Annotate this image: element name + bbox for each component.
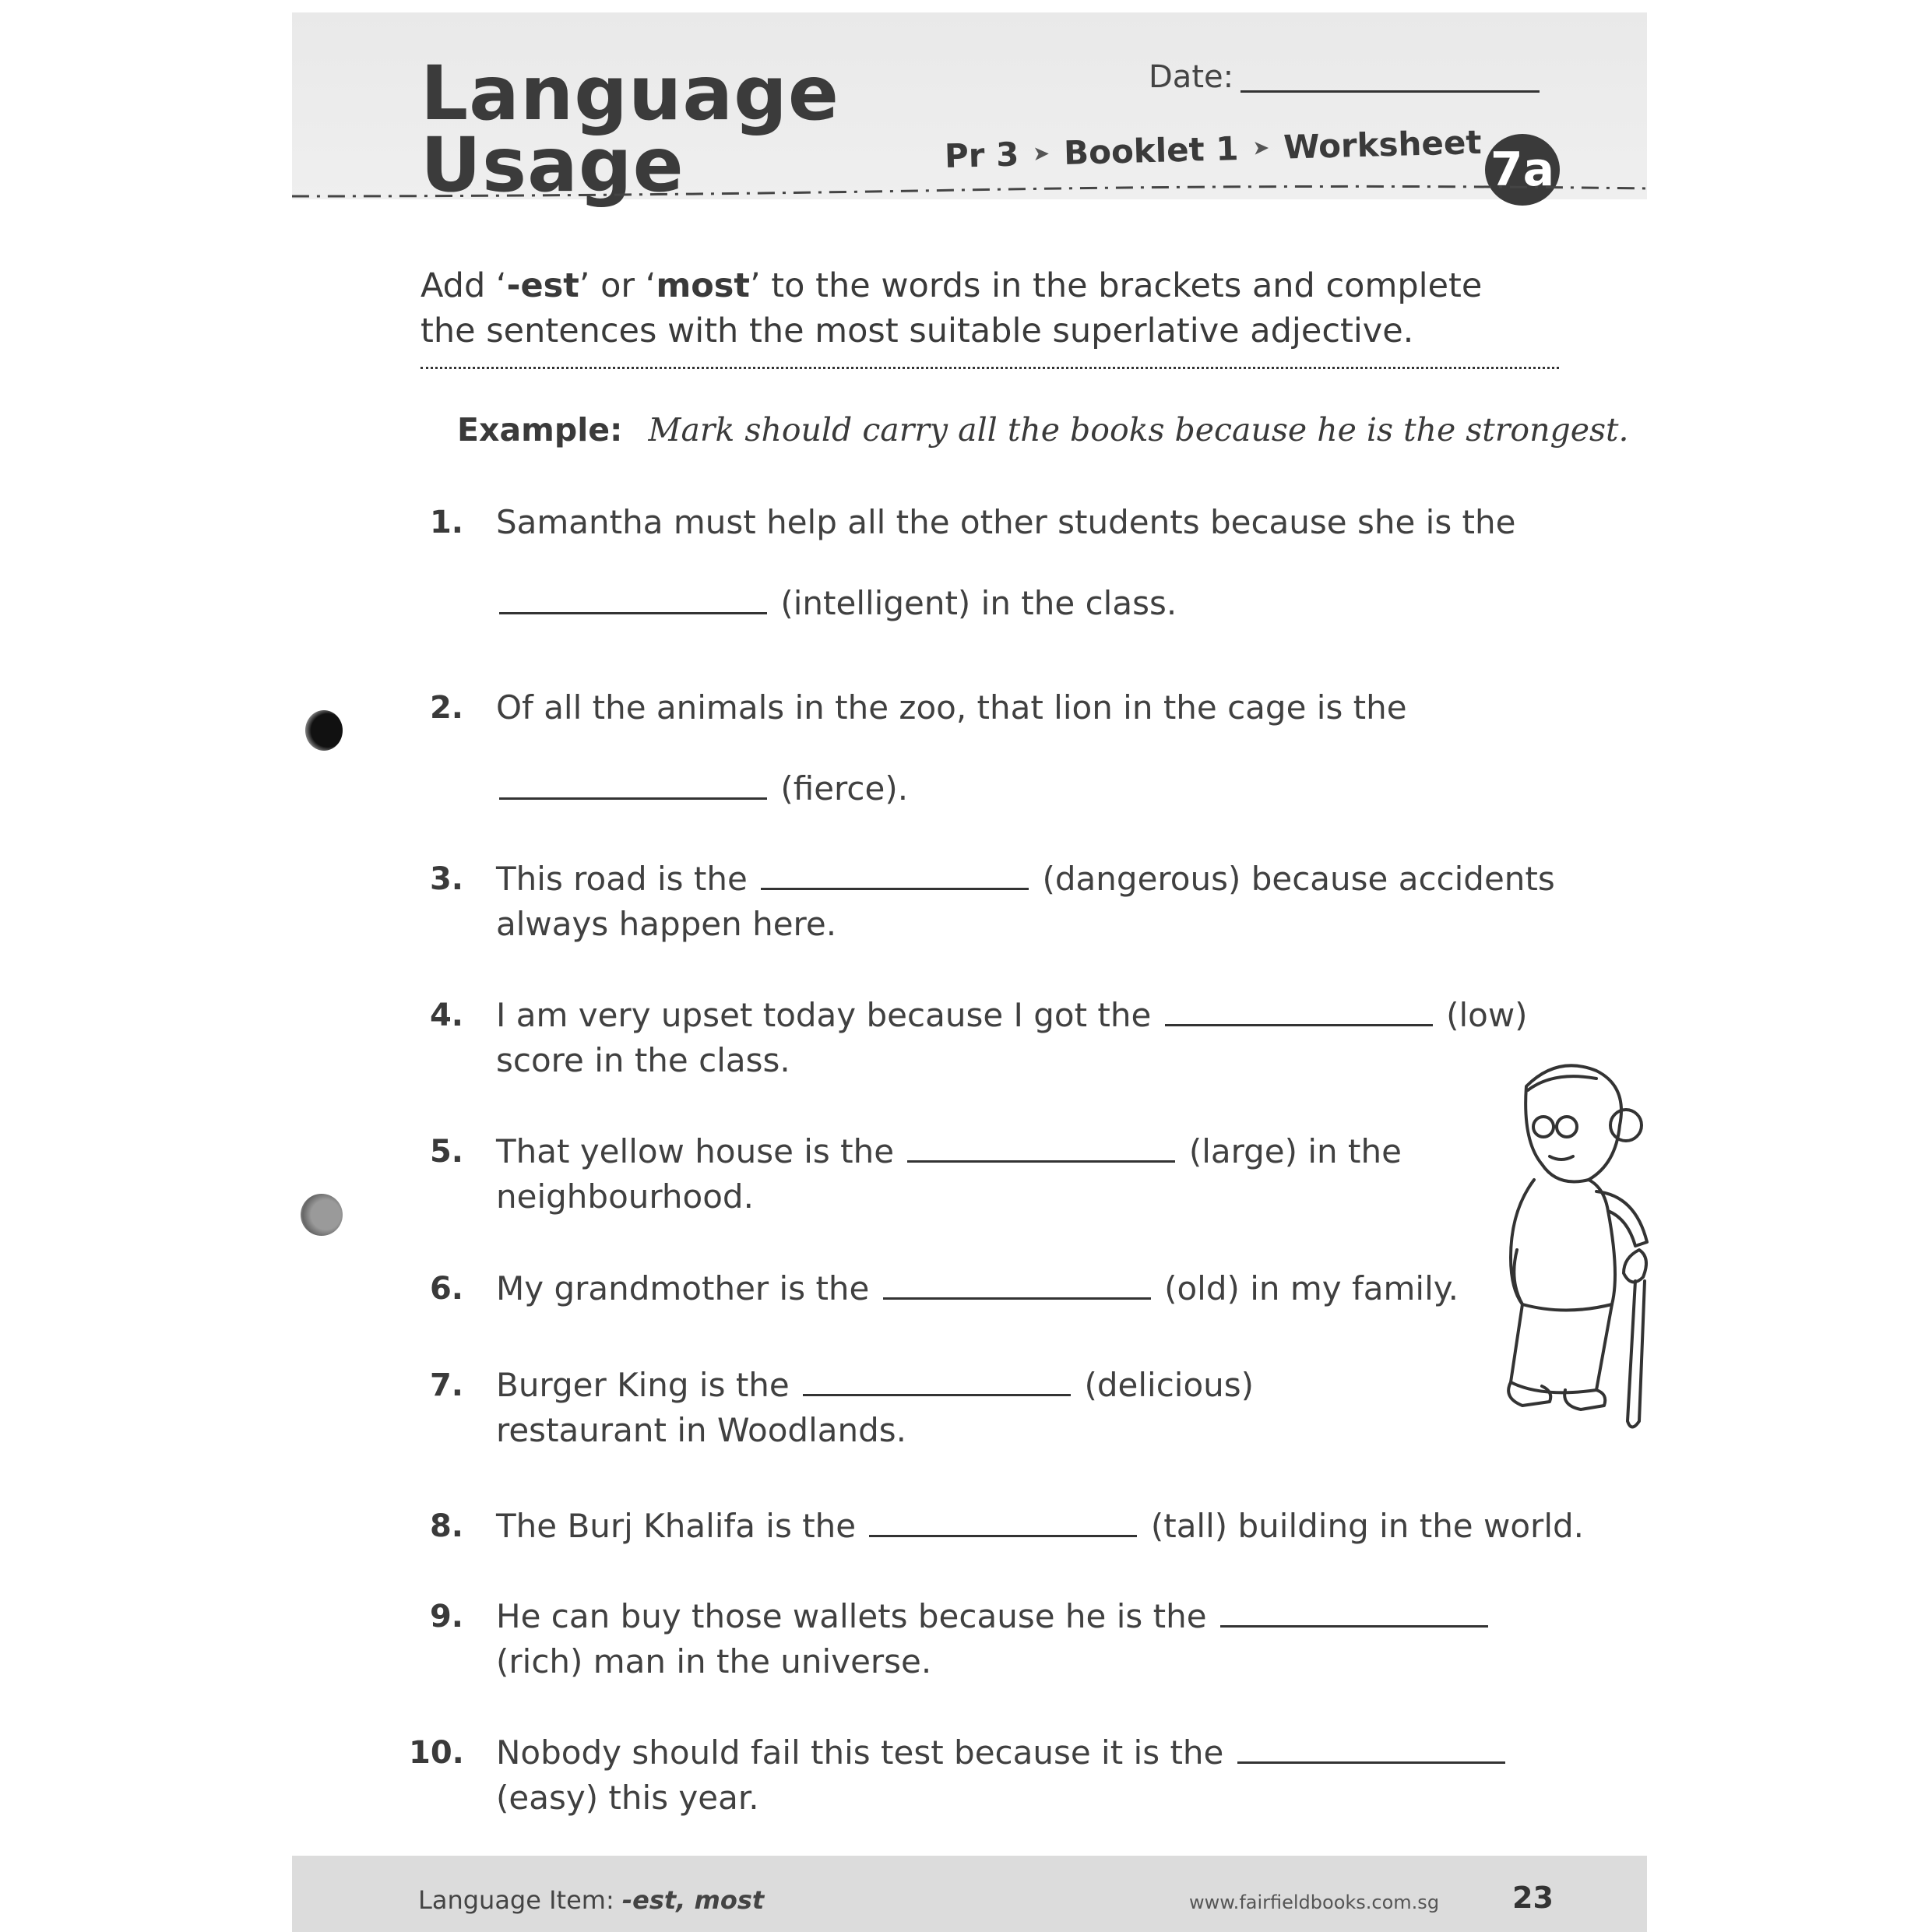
instructions-text-3: ’ to the words in the brackets and complete the sentences with the most suitable superlative adjective.: [421, 266, 1483, 350]
question-number: 3.: [429, 861, 463, 897]
language-item-label: Language Item:: [418, 1885, 614, 1915]
answer-blank[interactable]: [883, 1297, 1151, 1300]
page-number: 23: [1512, 1881, 1554, 1915]
question-1-text: Samantha must help all the other students because she is the: [496, 503, 1516, 541]
title-line-2: Usage: [421, 121, 684, 209]
example: [457, 411, 1629, 449]
question-number: 8.: [429, 1508, 463, 1544]
instructions: [421, 263, 1542, 354]
question-number: 2.: [429, 690, 463, 726]
pointer-arrow-icon: ➤: [1032, 141, 1050, 166]
question-number: 6.: [429, 1271, 463, 1307]
question-1-line2: [496, 581, 1177, 626]
question-5-before: That yellow house is the: [496, 1132, 895, 1170]
answer-blank[interactable]: [907, 1160, 1175, 1163]
question-9-line2: (rich) man in the universe.: [496, 1642, 932, 1680]
question-8-text: [496, 1504, 1584, 1549]
crumb-booklet: Booklet 1: [1063, 129, 1240, 172]
crumb-worksheet: Worksheet: [1283, 122, 1483, 167]
question-4-text: [496, 993, 1528, 1038]
answer-blank[interactable]: [1220, 1624, 1488, 1628]
answer-blank[interactable]: [761, 887, 1029, 890]
binder-hole: [301, 1194, 343, 1236]
question-3-line2: always happen here.: [496, 905, 837, 943]
question-number: 1.: [429, 505, 463, 540]
question-number: 5.: [429, 1134, 463, 1170]
example-sentence: Mark should carry all the books because he is the strongest.: [648, 411, 1629, 449]
instructions-dotted-rule: [421, 367, 1559, 369]
binder-hole: [305, 710, 343, 751]
question-10-text: [496, 1730, 1508, 1775]
question-4-before: I am very upset today because I got the: [496, 996, 1152, 1034]
answer-blank[interactable]: [869, 1534, 1137, 1537]
question-number: 10.: [409, 1735, 464, 1771]
question-2-line2: [496, 766, 908, 811]
worksheet-number-badge: 7a: [1485, 134, 1560, 206]
header-dashed-divider: [292, 12, 1647, 207]
language-item: [418, 1885, 764, 1915]
question-6-hint: (old) in my family.: [1164, 1269, 1459, 1307]
example-label: Example:: [457, 411, 623, 449]
answer-blank[interactable]: [1165, 1023, 1433, 1026]
title-line-1: Language: [421, 50, 839, 137]
question-4-hint: (low): [1446, 996, 1528, 1034]
question-7-hint: (delicious): [1084, 1366, 1255, 1404]
question-8-hint: (tall) building in the world.: [1150, 1507, 1584, 1545]
question-6-text: [496, 1266, 1459, 1311]
footer-band: [292, 1856, 1647, 1932]
question-2-text: Of all the animals in the zoo, that lion in the cage is the: [496, 688, 1407, 727]
instructions-bold-est: -est: [506, 266, 579, 305]
worksheet-page: [292, 12, 1647, 1932]
instructions-bold-most: most: [656, 266, 750, 305]
question-5-line2: neighbourhood.: [496, 1177, 754, 1216]
answer-blank[interactable]: [1237, 1761, 1505, 1764]
question-2-hint: (fierce).: [780, 769, 909, 808]
question-9-before: He can buy those wallets because he is the: [496, 1597, 1207, 1635]
question-5-text: [496, 1129, 1402, 1174]
date-label: Date:: [1149, 59, 1234, 95]
publisher-url: www.fairfieldbooks.com.sg: [1189, 1892, 1440, 1913]
question-number: 4.: [429, 998, 463, 1033]
grandmother-illustration: [1480, 1055, 1659, 1437]
question-7-line2: restaurant in Woodlands.: [496, 1411, 907, 1449]
answer-blank[interactable]: [803, 1393, 1071, 1396]
question-10-before: Nobody should fail this test because it is the: [496, 1733, 1224, 1772]
answer-blank[interactable]: [499, 797, 767, 800]
question-4-line2: score in the class.: [496, 1041, 790, 1079]
question-10-line2: (easy) this year.: [496, 1779, 759, 1817]
question-3-before: This road is the: [496, 860, 748, 898]
question-5-hint: (large) in the: [1188, 1132, 1402, 1170]
question-3-hint: (dangerous) because accidents: [1042, 860, 1555, 898]
answer-blank[interactable]: [499, 611, 767, 614]
question-6-before: My grandmother is the: [496, 1269, 870, 1307]
question-3-text: [496, 857, 1555, 902]
question-number: 9.: [429, 1599, 463, 1635]
language-item-value: -est, most: [621, 1885, 765, 1915]
instructions-text-2: ’ or ‘: [579, 266, 656, 305]
question-number: 7.: [429, 1367, 463, 1403]
question-7-text: [496, 1363, 1254, 1408]
pointer-arrow-icon: ➤: [1252, 135, 1270, 160]
question-1-hint: (intelligent) in the class.: [780, 584, 1177, 622]
question-7-before: Burger King is the: [496, 1366, 790, 1404]
question-8-before: The Burj Khalifa is the: [496, 1507, 857, 1545]
instructions-text-1: Add ‘: [421, 266, 507, 305]
question-9-text: [496, 1594, 1491, 1639]
crumb-level: Pr 3: [944, 135, 1019, 175]
